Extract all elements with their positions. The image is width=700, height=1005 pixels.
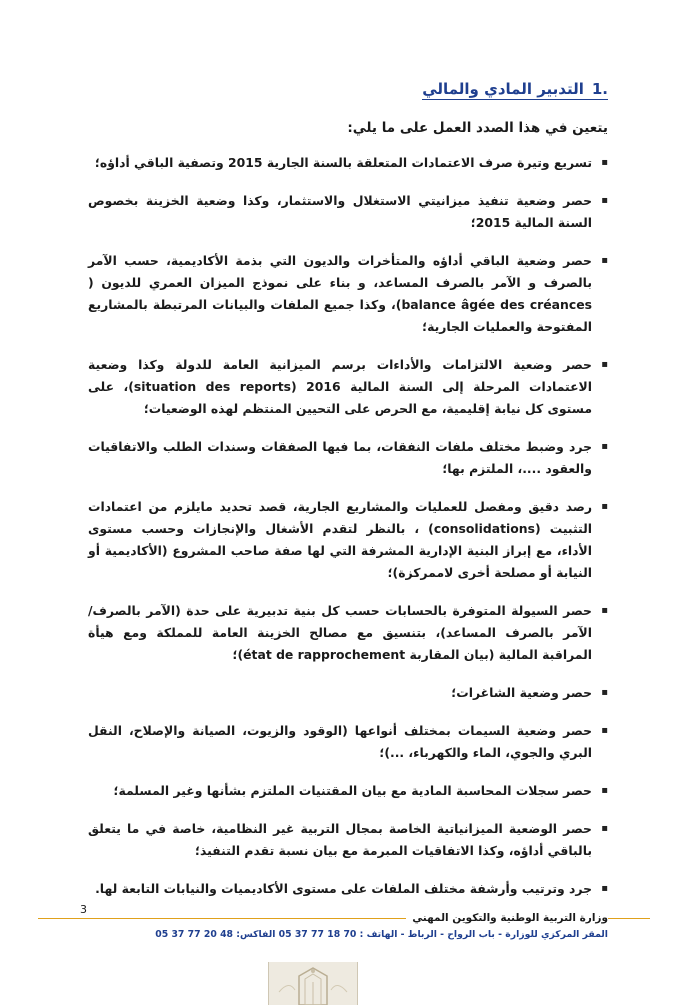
list-item: ▪ حصر وضعية الالتزامات والأداءات برسم الميزانية العامة للدولة وكذا وضعية الاعتمادات المرحلة إلى السنة المالية 2016 (situation des reports)، على مستوى كل نيابة إقليمية، مع الحرص على التحيين المنتظم لهذه الوضعيات؛ bbox=[88, 354, 608, 420]
section-title: التدبير المادي والمالي bbox=[422, 80, 584, 98]
list-item: ▪ حصر وضعية السيمات بمختلف أنواعها (الوقود والزيوت، الصيانة والإصلاح، النقل البري والجوي، الماء والكهرباء، ...)؛ bbox=[88, 720, 608, 764]
list-item: ▪ حصر الوضعية الميزانياتية الخاصة بمجال التربية غير النظامية، خاصة في ما يتعلق بالباقي أداؤه، وكذا الاتفاقيات المبرمة مع بيان نسبة تقدم التنفيذ؛ bbox=[88, 818, 608, 862]
footer-address: المقر المركزي للوزارة - باب الرواح - الرباط - الهاتف : 70 18 77 37 05 الفاكس: 48 20 77 37 05 bbox=[155, 929, 608, 940]
list-item: ▪ حصر سجلات المحاسبة المادية مع بيان المقتنيات الملتزم بشأنها وغير المسلمة؛ bbox=[88, 780, 608, 802]
list-item: ▪ جرد وضبط مختلف ملفات النفقات، بما فيها الصفقات وسندات الطلب والاتفاقيات والعقود ....، الملتزم بها؛ bbox=[88, 436, 608, 480]
section-heading bbox=[422, 80, 608, 100]
intro-text: يتعين في هذا الصدد العمل على ما يلي: bbox=[347, 120, 608, 136]
list-item: ▪ حصر السيولة المتوفرة بالحسابات حسب كل بنية تدبيرية على حدة (الآمر بالصرف/الآمر بالصرف المساعد)، بتنسيق مع مصالح الخزينة العامة للمملكة ومع هيأة المراقبة المالية (بيان المقاربة état de rapprochement)؛ bbox=[88, 600, 608, 666]
footer-ministry: وزارة التربية الوطنية والتكوين المهني bbox=[406, 912, 608, 924]
page-number: 3 bbox=[80, 903, 87, 916]
task-list bbox=[88, 152, 608, 916]
list-item: ▪ رصد دقيق ومفصل للعمليات والمشاريع الجارية، قصد تحديد مايلزم من اعتمادات التثبيت (consolidations) ، بالنظر لتقدم الأشغال والإنجازات وحسب مستوى الأداء، مع إبراز البنية الإدارية المشرفة التي لها صفة صاحب المشروع (الأكاديمية أو النيابة أو مصلحة أخرى لاممركزة)؛ bbox=[88, 496, 608, 584]
list-item: ▪ حصر وضعية تنفيذ ميزانيتي الاستغلال والاستثمار، وكذا وضعية الخزينة بخصوص السنة المالية 2015؛ bbox=[88, 190, 608, 234]
emblem-icon bbox=[268, 962, 358, 1005]
list-item: ▪ حصر وضعية الشاغرات؛ bbox=[88, 682, 608, 704]
list-item: ▪ جرد وترتيب وأرشفة مختلف الملفات على مستوى الأكاديميات والنيابات التابعة لها. bbox=[88, 878, 608, 900]
section-number: .1 bbox=[591, 80, 608, 98]
list-item: ▪ حصر وضعية الباقي أداؤه والمتأخرات والديون التي بذمة الأكاديمية، حسب الآمر بالصرف و الآمر بالصرف المساعد، و بناء على نموذج الميزان العمري للديون ( balance âgée des créances)، وكذا جميع الملفات والبيانات المرتبطة بالمشاريع المفتوحة والعمليات الجارية؛ bbox=[88, 250, 608, 338]
list-item: ▪ تسريع وتيرة صرف الاعتمادات المتعلقة بالسنة الجارية 2015 وتصفية الباقي أداؤه؛ bbox=[88, 152, 608, 174]
